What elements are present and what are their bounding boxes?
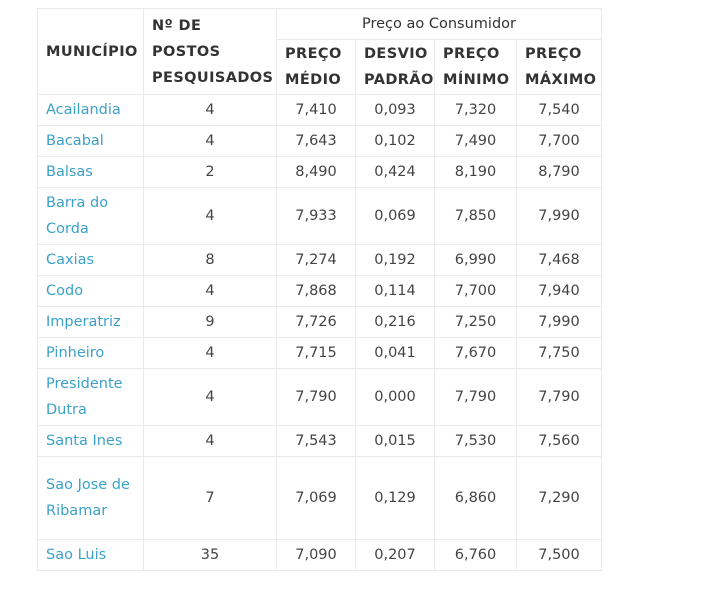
table-row (38, 276, 602, 307)
table-row (38, 188, 602, 245)
cell-municipio[interactable]: Bacabal (38, 126, 144, 157)
cell-medio: 7,715 (277, 338, 356, 369)
cell-minimo: 7,320 (435, 95, 517, 126)
cell-minimo: 6,860 (435, 457, 517, 540)
cell-postos: 35 (144, 540, 277, 571)
cell-maximo: 7,990 (517, 188, 602, 245)
cell-minimo: 7,530 (435, 426, 517, 457)
cell-maximo: 7,290 (517, 457, 602, 540)
price-table (37, 8, 602, 571)
cell-municipio[interactable]: Barra do Corda (38, 188, 144, 245)
cell-minimo: 7,790 (435, 369, 517, 426)
header-preco-consumidor: Preço ao Consumidor (277, 9, 602, 40)
cell-minimo: 7,490 (435, 126, 517, 157)
cell-postos: 4 (144, 426, 277, 457)
cell-maximo: 7,540 (517, 95, 602, 126)
cell-minimo: 7,670 (435, 338, 517, 369)
cell-postos: 4 (144, 338, 277, 369)
cell-postos: 4 (144, 276, 277, 307)
header-preco-minimo: PREÇO MÍNIMO (435, 40, 517, 95)
cell-maximo: 7,700 (517, 126, 602, 157)
cell-minimo: 6,760 (435, 540, 517, 571)
header-municipio: MUNICÍPIO (38, 9, 144, 95)
cell-desvio: 0,207 (356, 540, 435, 571)
cell-municipio[interactable]: Codo (38, 276, 144, 307)
cell-maximo: 8,790 (517, 157, 602, 188)
cell-desvio: 0,000 (356, 369, 435, 426)
cell-maximo: 7,990 (517, 307, 602, 338)
cell-medio: 7,274 (277, 245, 356, 276)
cell-postos: 9 (144, 307, 277, 338)
cell-maximo: 7,750 (517, 338, 602, 369)
cell-minimo: 8,190 (435, 157, 517, 188)
cell-maximo: 7,560 (517, 426, 602, 457)
cell-desvio: 0,093 (356, 95, 435, 126)
header-postos: Nº DE POSTOS PESQUISADOS (144, 9, 277, 95)
price-table-container (37, 8, 602, 571)
cell-maximo: 7,500 (517, 540, 602, 571)
cell-desvio: 0,041 (356, 338, 435, 369)
table-row (38, 426, 602, 457)
cell-medio: 7,933 (277, 188, 356, 245)
cell-minimo: 6,990 (435, 245, 517, 276)
cell-municipio[interactable]: Sao Luis (38, 540, 144, 571)
cell-desvio: 0,069 (356, 188, 435, 245)
cell-municipio[interactable]: Acailandia (38, 95, 144, 126)
cell-municipio[interactable]: Imperatriz (38, 307, 144, 338)
cell-desvio: 0,102 (356, 126, 435, 157)
cell-municipio[interactable]: Caxias (38, 245, 144, 276)
cell-minimo: 7,250 (435, 307, 517, 338)
table-row (38, 457, 602, 540)
cell-medio: 7,643 (277, 126, 356, 157)
cell-postos: 2 (144, 157, 277, 188)
cell-municipio[interactable]: Pinheiro (38, 338, 144, 369)
cell-desvio: 0,114 (356, 276, 435, 307)
cell-postos: 7 (144, 457, 277, 540)
header-desvio-padrao: DESVIO PADRÃO (356, 40, 435, 95)
cell-municipio[interactable]: Presidente Dutra (38, 369, 144, 426)
cell-maximo: 7,790 (517, 369, 602, 426)
cell-desvio: 0,129 (356, 457, 435, 540)
table-row (38, 540, 602, 571)
table-row (38, 95, 602, 126)
header-preco-medio: PREÇO MÉDIO (277, 40, 356, 95)
cell-municipio[interactable]: Santa Ines (38, 426, 144, 457)
cell-postos: 4 (144, 188, 277, 245)
table-row (38, 338, 602, 369)
table-row (38, 126, 602, 157)
cell-minimo: 7,850 (435, 188, 517, 245)
cell-municipio[interactable]: Balsas (38, 157, 144, 188)
cell-municipio[interactable]: Sao Jose de Ribamar (38, 457, 144, 540)
header-preco-maximo: PREÇO MÁXIMO (517, 40, 602, 95)
cell-medio: 7,410 (277, 95, 356, 126)
cell-desvio: 0,192 (356, 245, 435, 276)
table-row (38, 245, 602, 276)
cell-medio: 7,790 (277, 369, 356, 426)
cell-maximo: 7,468 (517, 245, 602, 276)
cell-postos: 4 (144, 95, 277, 126)
cell-postos: 4 (144, 126, 277, 157)
cell-maximo: 7,940 (517, 276, 602, 307)
cell-desvio: 0,015 (356, 426, 435, 457)
cell-medio: 7,868 (277, 276, 356, 307)
cell-desvio: 0,424 (356, 157, 435, 188)
cell-medio: 7,090 (277, 540, 356, 571)
table-row (38, 369, 602, 426)
table-row (38, 307, 602, 338)
cell-desvio: 0,216 (356, 307, 435, 338)
cell-medio: 7,726 (277, 307, 356, 338)
cell-postos: 8 (144, 245, 277, 276)
cell-minimo: 7,700 (435, 276, 517, 307)
cell-medio: 7,069 (277, 457, 356, 540)
cell-postos: 4 (144, 369, 277, 426)
table-row (38, 157, 602, 188)
cell-medio: 7,543 (277, 426, 356, 457)
cell-medio: 8,490 (277, 157, 356, 188)
